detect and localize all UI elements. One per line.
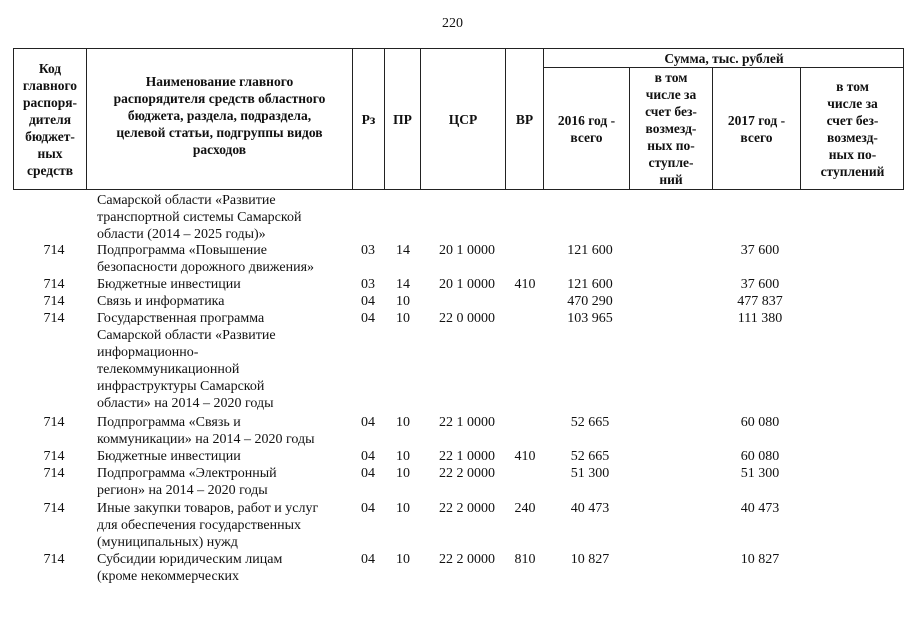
row-rz: 04: [361, 415, 375, 430]
row-code: 714: [43, 449, 65, 464]
row-rz: 04: [361, 449, 375, 464]
row-sum-2016: 121 600: [567, 277, 613, 292]
row-sum-2016: 52 665: [570, 415, 610, 430]
row-code: 714: [43, 294, 65, 309]
row-sum-2017: 60 080: [740, 449, 780, 464]
row-name: Связь и информатика: [97, 294, 225, 309]
header-2017-total: [713, 68, 800, 189]
row-sum-2017: 111 380: [737, 311, 783, 326]
header-name: [87, 60, 352, 170]
header-2016-free: [630, 68, 712, 189]
row-csr: 22 2 0000: [439, 466, 495, 481]
row-pr: 10: [396, 552, 410, 567]
row-name: Бюджетные инвестиции: [97, 277, 241, 292]
row-vr: 410: [514, 277, 536, 292]
row-sum-2017: 37 600: [740, 277, 780, 292]
row-code: 714: [43, 466, 65, 481]
header-2016-total: [544, 68, 629, 189]
header-name-text: Наименование главного распорядителя средств областного бюджета, раздела, подраздела, целевой статьи, подгруппы видов расходов: [113, 73, 326, 157]
row-pr: 14: [396, 243, 410, 258]
row-pr: 10: [396, 466, 410, 481]
row-sum-2016: 121 600: [567, 243, 613, 258]
row-name: Самарской области «Развитие транспортной системы Самарской области (2014 – 2025 годы)»: [97, 193, 302, 242]
row-code: 714: [43, 243, 65, 258]
row-name: Субсидии юридическим лицам (кроме некоммерческих: [97, 552, 283, 584]
header-csr: ЦСР: [448, 111, 478, 127]
row-sum-2017: 10 827: [740, 552, 780, 567]
row-name: Подпрограмма «Связь и коммуникации» на 2014 – 2020 годы: [97, 415, 315, 447]
row-code: 714: [43, 552, 65, 567]
row-sum-2017: 51 300: [740, 466, 780, 481]
row-csr: 22 1 0000: [439, 449, 495, 464]
row-sum-2017: 40 473: [740, 501, 780, 516]
row-sum-2016: 10 827: [570, 552, 610, 567]
row-pr: 10: [396, 415, 410, 430]
row-vr: 240: [514, 501, 536, 516]
row-sum-2016: 470 290: [567, 294, 613, 309]
row-rz: 04: [361, 294, 375, 309]
row-rz: 03: [361, 243, 375, 258]
header-2017-free-text: в том числе за счет без- возмезд- ных по- ступлений: [820, 78, 885, 179]
row-sum-2017: 477 837: [737, 294, 783, 309]
row-rz: 04: [361, 552, 375, 567]
row-pr: 10: [396, 501, 410, 516]
row-name: Подпрограмма «Повышение безопасности дорожного движения»: [97, 243, 315, 275]
row-sum-2016: 52 665: [570, 449, 610, 464]
row-rz: 04: [361, 466, 375, 481]
header-sum-group: Сумма, тыс. рублей: [664, 50, 784, 66]
row-csr: 22 0 0000: [439, 311, 495, 326]
row-csr: 22 1 0000: [439, 415, 495, 430]
row-vr: 810: [514, 552, 536, 567]
header-2016-total-text: 2016 год - всего: [557, 112, 616, 145]
row-sum-2017: 60 080: [740, 415, 780, 430]
row-csr: 20 1 0000: [439, 277, 495, 292]
header-2016-free-text: в том числе за счет без- возмезд- ных по- ступле- ний: [645, 70, 697, 187]
row-pr: 14: [396, 277, 410, 292]
row-sum-2016: 103 965: [567, 311, 613, 326]
row-sum-2016: 51 300: [570, 466, 610, 481]
row-pr: 10: [396, 294, 410, 309]
row-pr: 10: [396, 311, 410, 326]
row-sum-2016: 40 473: [570, 501, 610, 516]
row-name: Подпрограмма «Электронный регион» на 2014 – 2020 годы: [97, 466, 277, 498]
row-csr: 22 2 0000: [439, 501, 495, 516]
header-rz: Рз: [361, 111, 376, 127]
row-name: Государственная программа Самарской области «Развитие информационно- телекоммуникационной инфраструктуры Самарской области» на 2014 – 2020 годы: [97, 311, 276, 411]
header-2017-free: [801, 68, 904, 189]
row-rz: 04: [361, 501, 375, 516]
row-code: 714: [43, 415, 65, 430]
row-code: 714: [43, 501, 65, 516]
row-csr: 20 1 0000: [439, 243, 495, 258]
row-code: 714: [43, 277, 65, 292]
row-rz: 03: [361, 277, 375, 292]
header-2017-total-text: 2017 год - всего: [727, 112, 786, 145]
header-code-text: Код главного распоря- дителя бюджет- ных средств: [22, 60, 78, 178]
row-pr: 10: [396, 449, 410, 464]
row-csr: 22 2 0000: [439, 552, 495, 567]
row-vr: 410: [514, 449, 536, 464]
row-sum-2017: 37 600: [740, 243, 780, 258]
row-code: 714: [43, 311, 65, 326]
header-vr: ВР: [515, 111, 534, 127]
row-name: Бюджетные инвестиции: [97, 449, 241, 464]
header-pr: ПР: [393, 111, 412, 127]
row-name: Иные закупки товаров, работ и услуг для обеспечения государственных (муниципальных) нужд: [97, 501, 319, 550]
row-rz: 04: [361, 311, 375, 326]
page-number: 220: [442, 16, 463, 31]
header-code: [14, 56, 86, 182]
